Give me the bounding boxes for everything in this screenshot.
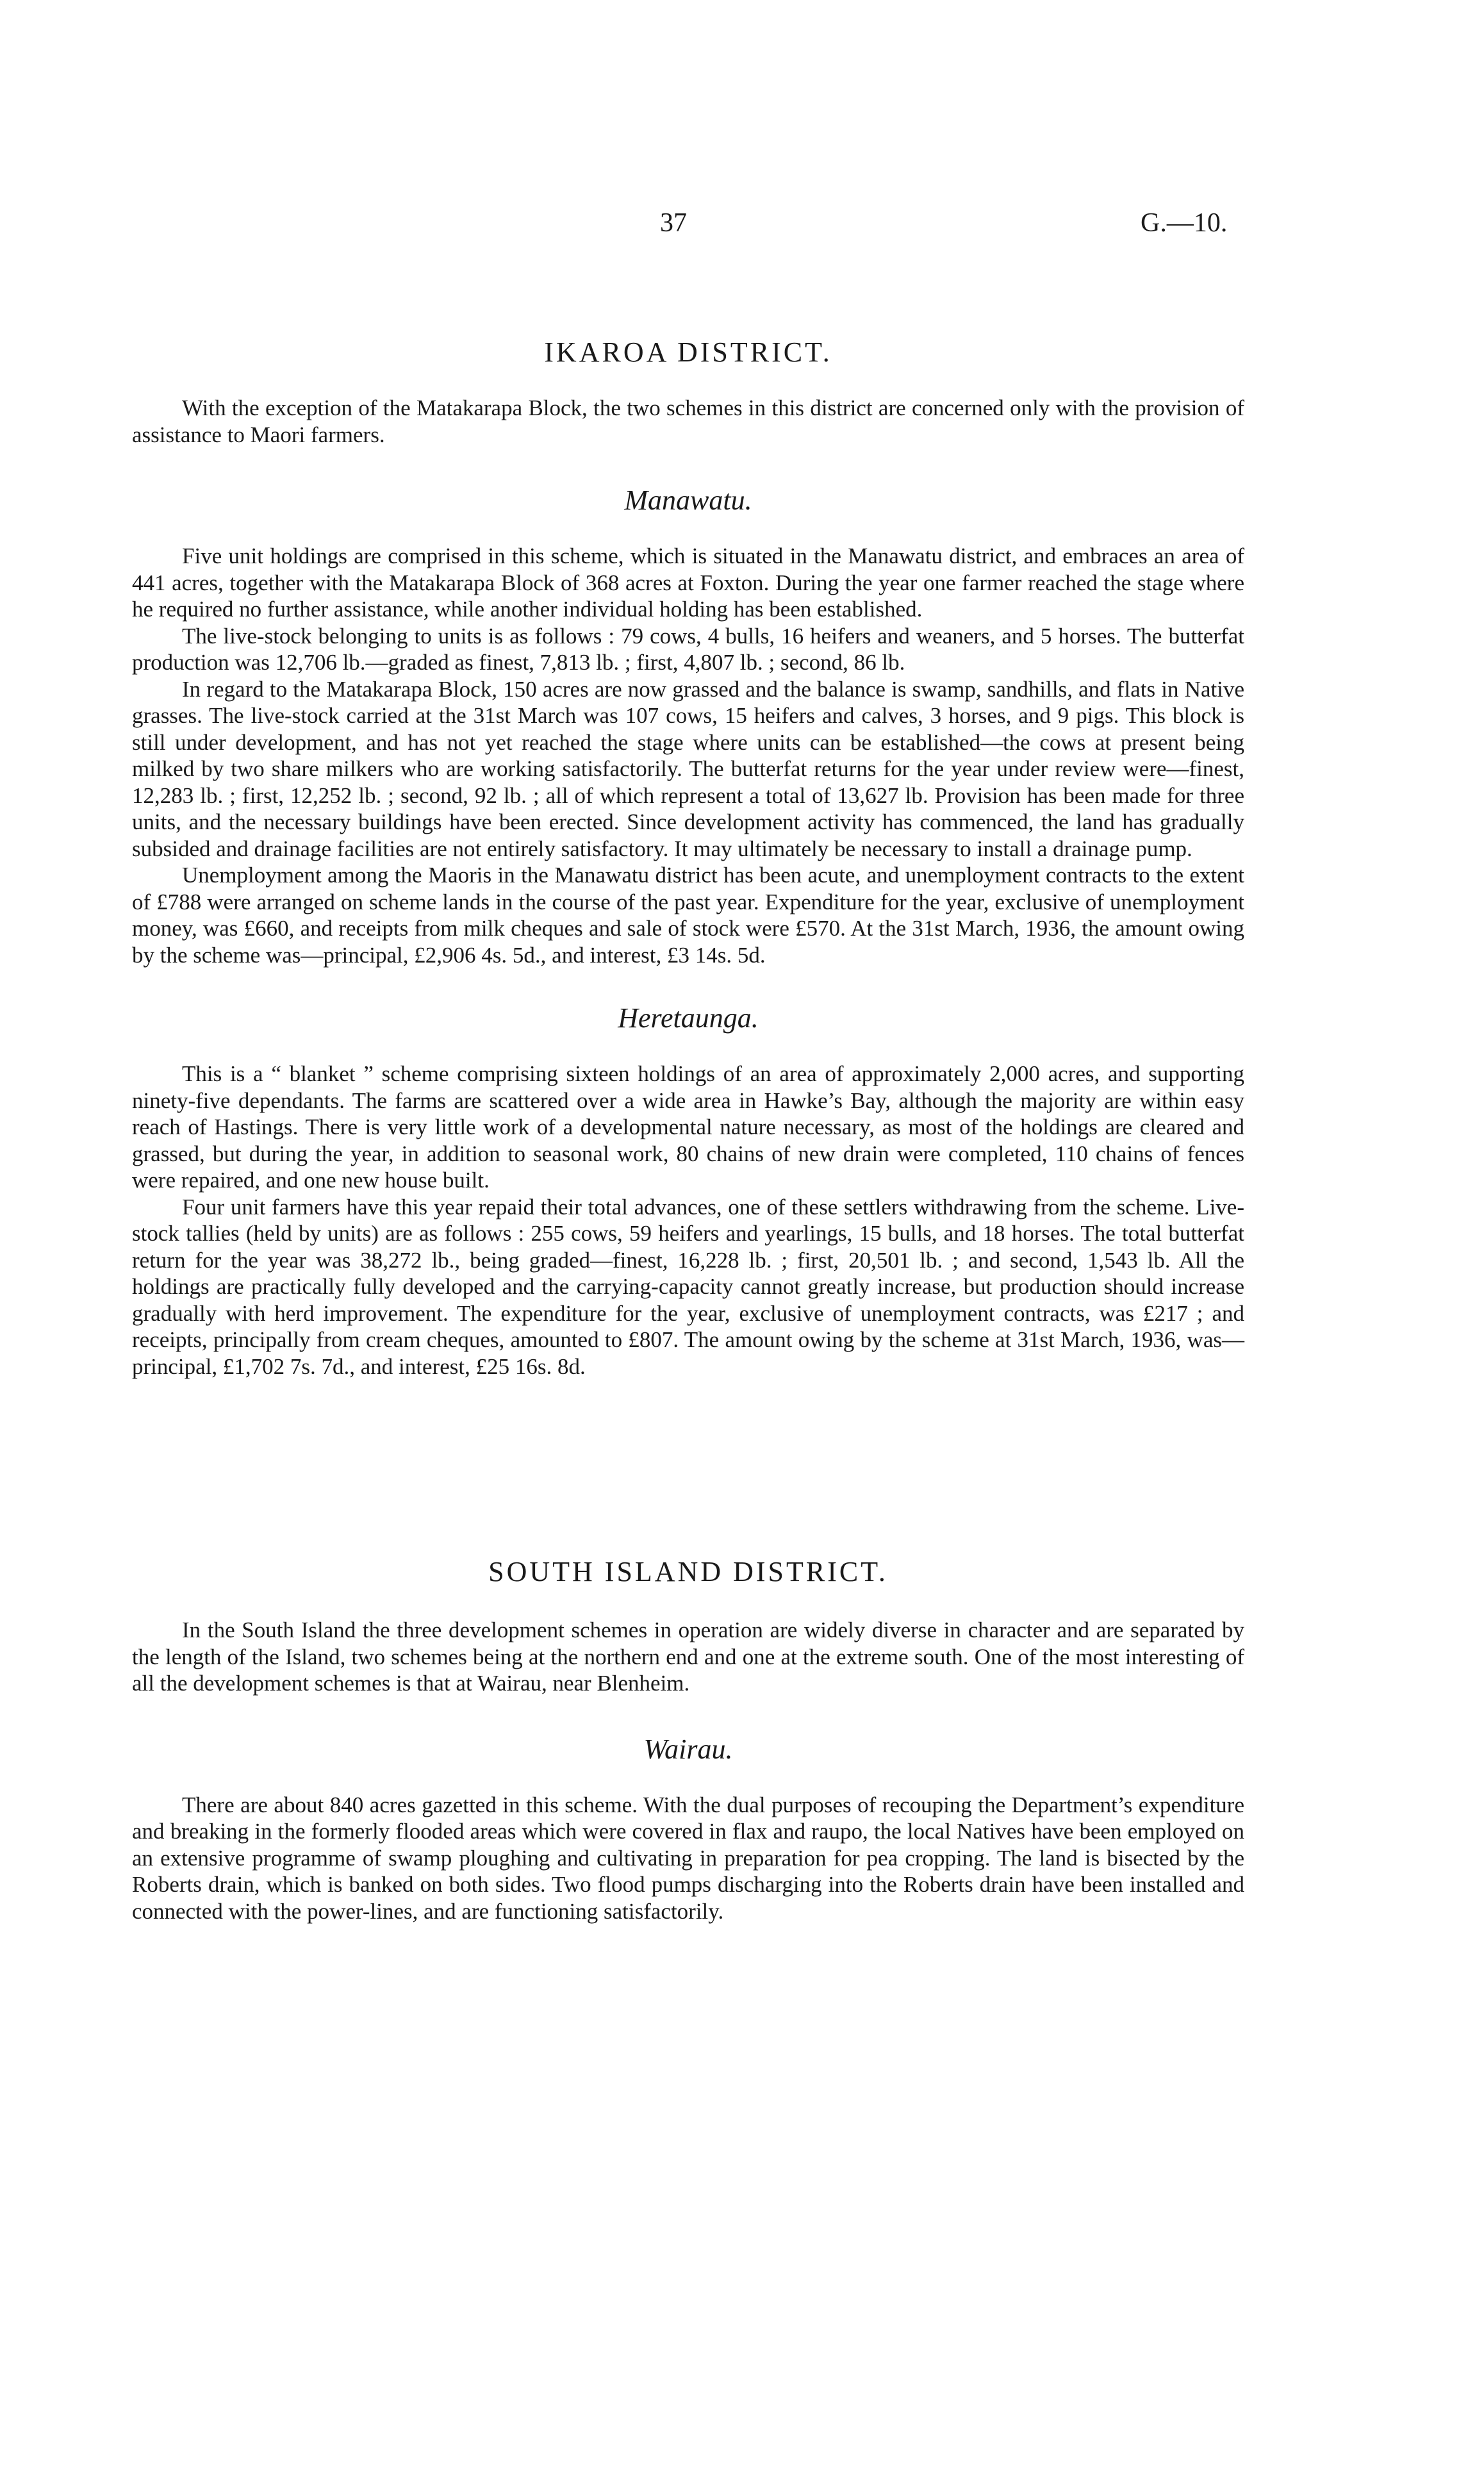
district-heading-south-island: SOUTH ISLAND DISTRICT. [488,1556,888,1587]
manawatu-paragraph: Five unit holdings are comprised in this scheme, which is situated in the Manawatu district, and embraces an area of 441 acres, together with the Matakarapa Block of 368 acres at Foxton. During the year one farmer reached the stage where he required no further assistance, while another individual holding has been established. [132,543,1244,622]
manawatu-paragraph: In regard to the Matakarapa Block, 150 acres are now grassed and the balance is swamp, sandhills, and flats in Native grasses. The live-stock carried at the 31st March was 107 cows, 15 heifers and calves, 3 horses, and 9 pigs. This block is still under development, and has not yet reached the stage where units can be established—the cows at present being milked by two share milkers who are working satisfactorily. The butterfat returns for the year under review were—finest, 12,283 lb. ; first, 12,252 lb. ; second, 92 lb. ; all of which represent a total of 13,627 lb. Provision has been made for three units, and the necessary buildings have been erected. Since development activity has commenced, the land has gradually subsided and drainage facilities are not entirely satisfactory. It may ultimately be necessary to install a drainage pump. [132,676,1244,861]
scheme-heading-heretaunga: Heretaunga. [618,1002,759,1034]
district-intro-ikaroa: With the exception of the Matakarapa Block, the two schemes in this district are concerned only with the provision of assistance to Maori farmers. [132,395,1244,447]
page-content [132,333,1244,1924]
manawatu-paragraph: Unemployment among the Maoris in the Manawatu district has been acute, and unemployment contracts to the extent of £788 were arranged on scheme lands in the course of the past year. Expenditure for the year, exclusive of unemployment money, was £660, and receipts from milk cheques and sale of stock were £570. At the 31st March, 1936, the amount owing by the scheme was—principal, £2,906 4s. 5d., and interest, £3 14s. 5d. [132,863,1244,968]
page-number: 37 [660,208,687,238]
manawatu-paragraph: The live-stock belonging to units is as follows : 79 cows, 4 bulls, 16 heifers and weaners, and 5 horses. The butterfat production was 12,706 lb.—graded as finest, 7,813 lb. ; first, 4,807 lb. ; second, 86 lb. [132,623,1244,675]
heretaunga-paragraph: This is a “ blanket ” scheme comprising sixteen holdings of an area of approximately 2,000 acres, and supporting ninety-five dependants. The farms are scattered over a wide area in Hawke’s Bay, although the majority are within easy reach of Hastings. There is very little work of a developmental nature necessary, as most of the holdings are cleared and grassed, but during the year, in addition to seasonal work, 80 chains of new drain were completed, 110 chains of fences were repaired, and one new house built. [132,1061,1244,1193]
scheme-heading-manawatu: Manawatu. [624,484,752,516]
district-intro-south-island: In the South Island the three development schemes in operation are widely diverse in character and are separated by the length of the Island, two schemes being at the northern end and one at the extreme south. One of the most interesting of all the development schemes is that at Wairau, near Blenheim. [132,1617,1244,1696]
wairau-paragraph: There are about 840 acres gazetted in this scheme. With the dual purposes of recouping the Department’s expenditure and breaking in the formerly flooded areas which were covered in flax and raupo, the local Natives have been employed on an extensive programme of swamp ploughing and cultivating in preparation for pea cropping. The land is bisected by the Roberts drain, which is banked on both sides. Two flood pumps discharging into the Roberts drain have been installed and connected with the power-lines, and are functioning satisfactorily. [132,1792,1244,1924]
heretaunga-paragraph: Four unit farmers have this year repaid their total advances, one of these settlers withdrawing from the scheme. Live-stock tallies (held by units) are as follows : 255 cows, 59 heifers and yearlings, 15 bulls, and 18 horses. The total butterfat return for the year was 38,272 lb., being graded—finest, 16,228 lb. ; first, 20,501 lb. ; and second, 1,543 lb. All the holdings are practically fully developed and the carrying-capacity cannot greatly increase, but production should increase gradually with herd improvement. The expenditure for the year, exclusive of unemployment contracts, was £217 ; and receipts, principally from cream cheques, amounted to £807. The amount owing by the scheme at 31st March, 1936, was—principal, £1,702 7s. 7d., and interest, £25 16s. 8d. [132,1194,1244,1379]
district-heading-ikaroa: IKAROA DISTRICT. [544,336,832,368]
page-header [0,204,1484,242]
document-reference: G.—10. [1141,208,1228,238]
scheme-heading-wairau: Wairau. [643,1733,733,1765]
